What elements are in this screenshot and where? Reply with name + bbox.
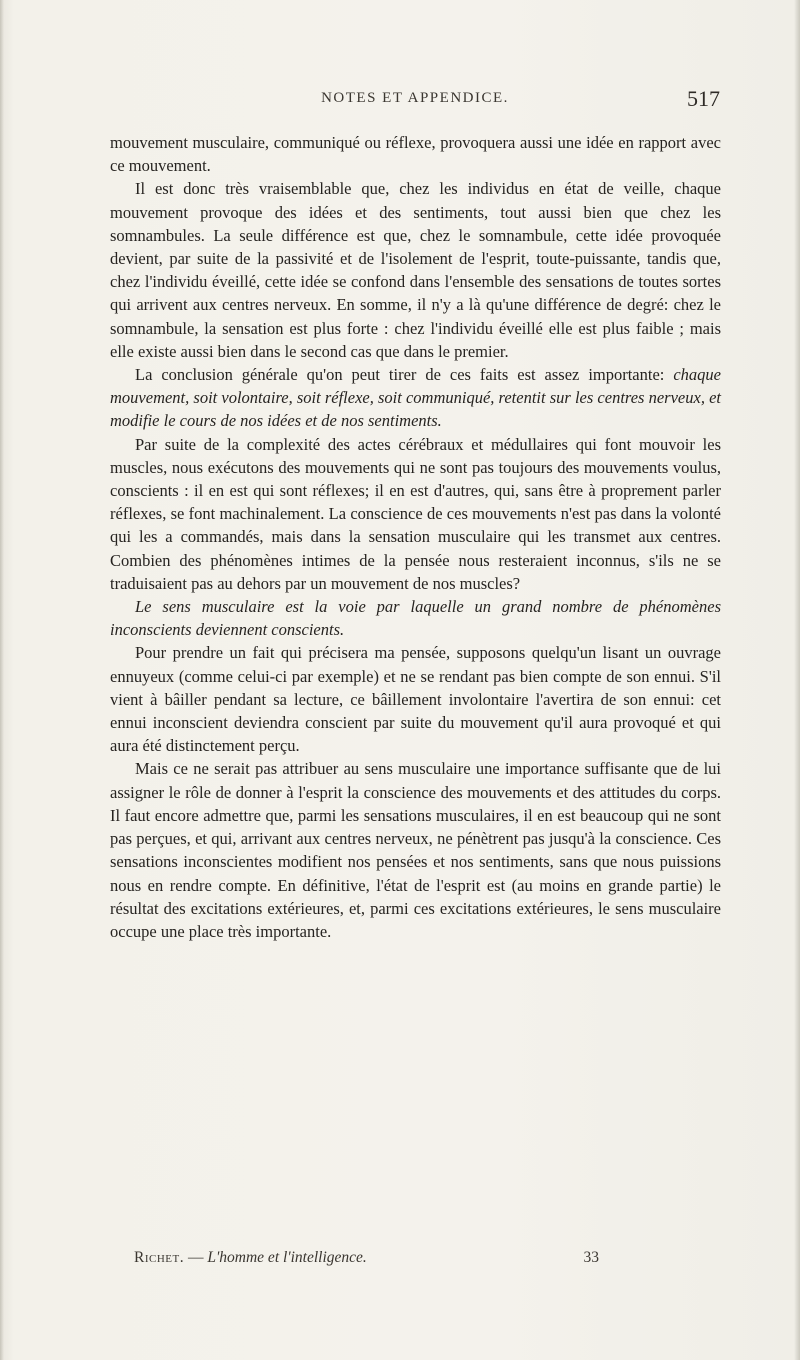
footer-author: Richet. <box>134 1249 185 1266</box>
text-run: Pour prendre un fait qui précisera ma pensée, supposons quelqu'un lisant un ouvrage ennuyeux (comme celui-ci par exemple) et ne se rendant pas bien compte de son ennui. S'il vient à bâiller pendant sa lecture, ce bâillement involontaire l'avertira de son ennui: cet ennui inconscient deviendra conscient par suite du mouvement qu'il aura provoqué et qui aura été distinctement perçu. <box>110 643 721 756</box>
italic-text-run: Le sens musculaire est la voie par laquelle un grand nombre de phénomènes inconscients deviennent conscients. <box>110 597 721 640</box>
text-run: Par suite de la complexité des actes cérébraux et médullaires qui font mouvoir les muscles, nous exécutons des mouvements qui ne sont pas toujours des mouvements voulus, conscients : il en est qui sont réflexes; il en est d'autres, qui, sans être à proprement parler réflexes, se font machinalement. La conscience de ces mouvements n'est pas dans la volonté qui les a commandés, mais dans la sensation musculaire qui les transmet aux centres. Combien des phénomènes intimes de la pensée nous resteraient inconnus, s'ils ne se traduisaient pas au dehors par un mouvement de nos muscles? <box>110 434 721 593</box>
paragraph <box>110 595 721 641</box>
page-header <box>110 86 720 120</box>
footer-dash: — <box>184 1249 208 1266</box>
text-run: Il est donc très vraisemblable que, chez les individus en état de veille, chaque mouvement provoque des idées et des sentiments, tout aussi bien que chez les somnambules. La seule différence est que, chez le somnambule, cette idée provoquée devient, par suite de la passivité et de l'isolement de l'esprit, toute-puissante, tandis que, chez l'individu éveillé, cette idée se confond dans l'ensemble des sensations de toutes sortes qui arrivent aux centres nerveux. En somme, il n'y a là qu'une différence de degré: chez le somnambule, la sensation est plus forte : chez l'individu éveillé elle est plus faible ; mais elle existe aussi bien dans le second cas que dans le premier. <box>110 179 721 361</box>
text-run: Mais ce ne serait pas attribuer au sens musculaire une importance suffisante que de lui assigner le rôle de donner à l'esprit la conscience des mouvements et des attitudes du corps. Il faut encore admettre que, parmi les sensations musculaires, il en est beaucoup qui ne sont pas perçues, et qui, arrivant aux centres nerveux, ne pénètrent pas jusqu'à la conscience. Ces sensations inconscientes modifient nos pensées et nos sentiments, sans que nous puissions nous en rendre compte. En définitive, l'état de l'esprit est (au moins en grande partie) le résultat des excitations extérieures, et, parmi ces excitations extérieures, le sens musculaire occupe une place très importante. <box>110 759 721 941</box>
footer-book-title: L'homme et l'intelligence. <box>207 1249 367 1266</box>
page-footer <box>134 1249 599 1267</box>
page-gutter-shadow <box>0 0 4 1360</box>
running-head: NOTES ET APPENDICE. <box>321 90 509 106</box>
paragraph <box>110 757 721 943</box>
paragraph <box>110 131 721 177</box>
text-run: La conclusion générale qu'on peut tirer de ces faits est assez importante: <box>135 365 674 385</box>
paragraph <box>110 363 721 433</box>
italic-text-run: chaque mouvement, soit volontaire, soit réflexe, soit communiqué, retentit sur les centres nerveux, et modifie le cours de nos idées et de nos sentiments. <box>110 365 721 431</box>
paragraph <box>110 433 721 595</box>
paragraph <box>110 177 721 363</box>
page-edge-shadow <box>794 0 800 1360</box>
signature-mark: 33 <box>583 1249 599 1266</box>
text-run: mouvement musculaire, communiqué ou réflexe, provoquera aussi une idée en rapport avec ce mouvement. <box>110 133 721 176</box>
body-text <box>110 131 721 943</box>
page-number: 517 <box>687 86 720 111</box>
paragraph <box>110 641 721 757</box>
